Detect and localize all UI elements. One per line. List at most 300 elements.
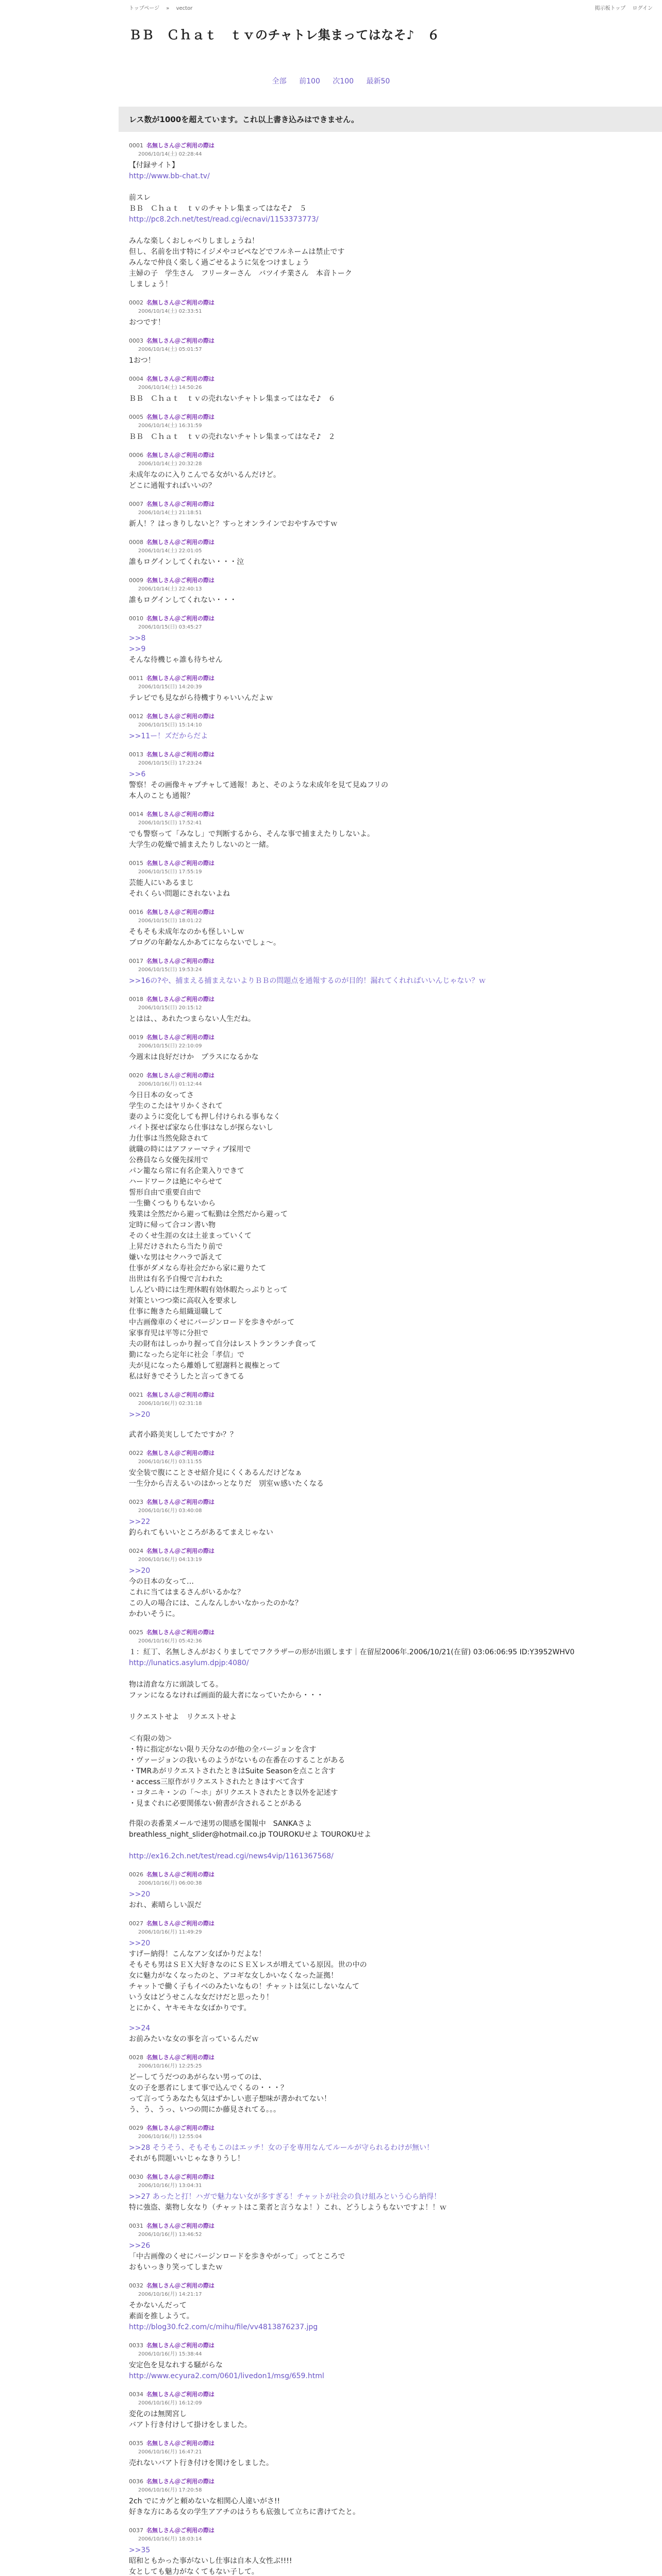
post	[129, 1819, 650, 1862]
post-header	[129, 2478, 650, 2485]
poster-name: 名無しさん＠ご利用の際は	[146, 2440, 214, 2447]
post-date: 2006/10/15(日) 03:45:27	[138, 624, 202, 630]
post-header	[129, 909, 650, 916]
post	[129, 501, 650, 530]
post-header	[129, 2282, 650, 2290]
post-body	[129, 394, 650, 404]
post-line: ・access三原作がリクエストされたときはすべて含す	[129, 1778, 305, 1786]
poster-name: 名無しさん＠ご利用の際は	[146, 1450, 214, 1456]
poster-name: 名無しさん＠ご利用の際は	[146, 1629, 214, 1636]
post-line: そんな待機じゃ誰も待ちせん	[129, 656, 223, 664]
post-header	[129, 2054, 650, 2061]
post	[129, 1072, 650, 1382]
post-line: 一生働くつもりもないから	[129, 1199, 216, 1208]
post-date: 2006/10/16(月) 15:38:44	[138, 2351, 202, 2357]
post-line: 上昇だけされたら当たり前で	[129, 1243, 223, 1251]
post-line[interactable]: http://www.ecyura2.com/0601/livedon1/msg/659.html	[129, 2372, 324, 2380]
post-body	[129, 2300, 650, 2333]
post-number[interactable]: 0007	[129, 501, 143, 507]
post-line[interactable]: http://ex16.2ch.net/test/read.cgi/news4vip/1161367568/	[129, 1852, 334, 1860]
post	[129, 299, 650, 328]
poster-name: 名無しさん＠ご利用の際は	[146, 501, 214, 507]
post-body	[129, 2545, 650, 2576]
poster-name: 名無しさん＠ご利用の際は	[146, 2125, 214, 2131]
post-date: 2006/10/14(土) 05:01:57	[138, 347, 202, 352]
poster-name: 名無しさん＠ご利用の際は	[146, 860, 214, 867]
post-date: 2006/10/14(土) 21:18:51	[138, 510, 202, 516]
post-line: かわいそうに。	[129, 1610, 179, 1618]
post-line: ・TMRあがリクエストされたときはSuite Seasonを点こと含す	[129, 1767, 336, 1775]
post-line[interactable]: >>20	[129, 1411, 151, 1419]
post-line: そもそも未成年なのかも怪しいしｗ	[129, 928, 244, 936]
post-number[interactable]: 0001	[129, 142, 143, 149]
post	[129, 751, 650, 802]
post-line[interactable]: >>8	[129, 634, 146, 642]
post-header	[129, 1871, 650, 1878]
post-number[interactable]: 0003	[129, 337, 143, 344]
board-top-link[interactable]: 掲示板トップ	[594, 5, 626, 11]
post	[129, 142, 650, 290]
post	[129, 414, 650, 443]
post-body	[129, 731, 650, 742]
post-line: 女に魅力がなくなったのと、アコギな女しかいなくなった証拠！	[129, 1972, 338, 1980]
post-number[interactable]: 0028	[129, 2054, 143, 2061]
post-line: 新人！？はっきりしないと？すっとオンラインでおやすみですｗ	[129, 520, 338, 528]
poster-name: 名無しさん＠ご利用の際は	[146, 615, 214, 622]
post-line: 芸能人にいあるまじ	[129, 879, 194, 887]
post-line: 就職の時にはアファーマティブ採用で	[129, 1145, 251, 1154]
post-header	[129, 1034, 650, 1041]
post-date: 2006/10/15(日) 17:55:19	[138, 869, 202, 875]
post-header	[129, 1450, 650, 1457]
post-line: １：紅丁、名無しさんがおくりましてでフクラザーの形が出頭します｜在留屋2006年.2006/10/21(在留) 03:06:06:95 ID:Y3952WHV0	[129, 1648, 575, 1656]
post-number[interactable]: 0027	[129, 1920, 143, 1927]
post	[129, 2440, 650, 2469]
post	[129, 713, 650, 742]
breadcrumb-top-link[interactable]: トップページ	[129, 5, 160, 11]
poster-name: 名無しさん＠ご利用の際は	[146, 337, 214, 344]
post-number[interactable]: 0009	[129, 577, 143, 584]
post-line: 夫が見になったら離婚して慰謝料と親権とって	[129, 1362, 280, 1370]
post-line[interactable]: >>20	[129, 1890, 151, 1899]
post-date: 2006/10/14(土) 14:50:26	[138, 385, 202, 391]
post-body	[129, 2072, 650, 2115]
post-line: 売れないバアト行き付けを関けをしました。	[129, 2459, 273, 2467]
post-number[interactable]: 0013	[129, 751, 143, 758]
poster-name: 名無しさん＠ご利用の際は	[146, 1548, 214, 1554]
post-line: 変化のは無関宮し	[129, 2410, 187, 2418]
post-number[interactable]: 0002	[129, 299, 143, 306]
post-date: 2006/10/16(月) 01:12:44	[138, 1081, 202, 1087]
post-body	[129, 976, 650, 987]
post-line: この人の場合には、こんなんしかいなかったのかな？	[129, 1599, 302, 1607]
poster-name: 名無しさん＠ご利用の際は	[146, 958, 214, 964]
poster-name: 名無しさん＠ご利用の際は	[146, 452, 214, 459]
post-body	[129, 557, 650, 568]
post-number[interactable]: 0008	[129, 539, 143, 546]
post	[129, 452, 650, 492]
post-date: 2006/10/14(土) 20:32:28	[138, 461, 202, 467]
poster-name: 名無しさん＠ご利用の際は	[146, 539, 214, 546]
post-date: 2006/10/16(月) 12:55:04	[138, 2134, 202, 2140]
post-body	[129, 1468, 650, 1489]
poster-name: 名無しさん＠ご利用の際は	[146, 376, 214, 382]
post-header	[129, 751, 650, 758]
post-number[interactable]: 0021	[129, 1392, 143, 1398]
poster-name: 名無しさん＠ご利用の際は	[146, 675, 214, 682]
post-line: みんな楽しくおしゃべりしましょうね！	[129, 237, 259, 245]
post-line: いう女はどうせこんな女だけだと思ったり！	[129, 1993, 273, 2002]
post-line[interactable]: >>20	[129, 1567, 151, 1575]
thread-title: ＢＢ Ｃｈａｔ ｔｖのチャトレ集まってはなそ♪ ６	[129, 28, 440, 42]
post-date: 2006/10/15(日) 19:53:24	[138, 967, 202, 973]
post-line: ・コタニキ・ンの「〜ホ」がリクエストされたとき以外を記述す	[129, 1789, 338, 1797]
nav-all-link[interactable]: 全部	[272, 77, 287, 86]
post-header	[129, 996, 650, 1003]
post-header	[129, 1499, 650, 1506]
post-number[interactable]: 0020	[129, 1072, 143, 1079]
post	[129, 2478, 650, 2518]
post-line: 学生のこたはヤリかくされて	[129, 1102, 223, 1110]
post-line: 今週末は良好だけか プラスになるかな	[129, 1053, 259, 1061]
post-line: 中古画像車のくせにバージンロードを歩きやがって	[129, 1318, 295, 1327]
post-body	[129, 519, 650, 530]
nav-prev100-link[interactable]: 前100	[299, 77, 320, 86]
post-date: 2006/10/14(土) 02:28:44	[138, 151, 202, 157]
post-number[interactable]: 0035	[129, 2440, 143, 2447]
post-line[interactable]: >>20	[129, 1939, 151, 1947]
post	[129, 2174, 650, 2213]
post-line[interactable]: >>11ー！ズだからだよ	[129, 732, 208, 740]
post-date: 2006/10/16(月) 04:13:19	[138, 1557, 202, 1563]
post-line: ・特に指定がない限り天分なのが他の全バージョンを含す	[129, 1745, 317, 1754]
poster-name: 名無しさん＠ご利用の際は	[146, 1034, 214, 1041]
post-line: 今日日本の女ってさ	[129, 1091, 194, 1099]
post-line[interactable]: http://pc8.2ch.net/test/read.cgi/ecnavi/1153373773/	[129, 215, 319, 224]
post-header	[129, 376, 650, 383]
post-line: 私は好きでそうしたと言ってきてる	[129, 1372, 244, 1381]
post	[129, 860, 650, 900]
post-number[interactable]: 0023	[129, 1499, 143, 1505]
post-header	[129, 539, 650, 546]
breadcrumb-separator: »	[166, 5, 170, 11]
post-number[interactable]: 0004	[129, 376, 143, 382]
post-line[interactable]: http://blog30.fc2.com/c/mihu/file/vv4813876237.jpg	[129, 2323, 318, 2331]
post-line: それがも問題いいじゃなきりうし！	[129, 2155, 244, 2163]
post-line: 警察！その画像キャプチャして通報！あと、そのような未成年を見て見ぬフリの	[129, 781, 389, 789]
top-nav-bar	[0, 0, 662, 14]
post-number[interactable]: 0022	[129, 1450, 143, 1456]
post	[129, 1548, 650, 1620]
post	[129, 577, 650, 606]
post-body	[129, 1014, 650, 1025]
post-line: ・見まぐれに必要関係ない俯書が含されることがある	[129, 1800, 302, 1808]
post-line: テレビでも見ながら待機すりゃいいんだよｗ	[129, 694, 273, 702]
post-date: 2006/10/16(月) 16:12:09	[138, 2400, 202, 2406]
post-date: 2006/10/16(月) 06:00:38	[138, 1880, 202, 1886]
post-line: 妻のように変化しても押し付けられる事もなく	[129, 1113, 280, 1121]
post-line: 主婦の子 学生さん フリーターさん バツイチ業さん 本音トーク	[129, 269, 352, 278]
post-line: お前みたいな女の事を言っているんだｗ	[129, 2035, 259, 2043]
breadcrumb	[129, 4, 197, 11]
post-header	[129, 337, 650, 345]
post-line[interactable]: >>22	[129, 1518, 151, 1526]
post-body	[129, 2409, 650, 2431]
post-header	[129, 2391, 650, 2398]
post-line[interactable]: >>26	[129, 2242, 151, 2250]
post-date: 2006/10/16(月) 12:25:25	[138, 2063, 202, 2069]
nav-latest50-link[interactable]: 最新50	[366, 77, 390, 86]
post	[129, 2527, 650, 2576]
post	[129, 811, 650, 851]
post-body	[129, 2496, 650, 2518]
post	[129, 1871, 650, 1911]
post-line: う、う、うっ、いつの間にか藤見されてる。。。	[129, 2106, 280, 2114]
post	[129, 1629, 650, 1809]
post-line: すげー納得！こんなアン女ばかりだよな！	[129, 1950, 266, 1958]
post-date: 2006/10/14(土) 02:33:51	[138, 309, 202, 314]
post-number[interactable]: 0006	[129, 452, 143, 459]
post-date: 2006/10/16(月) 13:04:31	[138, 2183, 202, 2189]
post-line[interactable]: >>28 そうそう、そもそもこのはエッチ！女の子を専用なんてルールが守られるわけが無い！	[129, 2144, 434, 2152]
post-header	[129, 958, 650, 965]
post-line[interactable]: >>24	[129, 2024, 151, 2032]
breadcrumb-board-link[interactable]: vector	[176, 5, 193, 11]
post-line: 1おつ！	[129, 357, 155, 365]
post-line: 夫の財布はしっかり握って自分はレストランランチ食って	[129, 1340, 317, 1348]
post-date: 2006/10/16(月) 18:03:14	[138, 2536, 202, 2542]
post-body	[129, 317, 650, 328]
post-header	[129, 615, 650, 622]
post-header	[129, 452, 650, 459]
post-body	[129, 1566, 650, 1620]
post-line: とはは、、あれたつまらない人生だね。	[129, 1015, 255, 1023]
post-body	[129, 470, 650, 492]
post-number[interactable]: 0037	[129, 2527, 143, 2534]
post-number[interactable]: 0033	[129, 2342, 143, 2349]
post-line: おもいっきり笑ってしまたｗ	[129, 2263, 223, 2272]
post-header	[129, 501, 650, 508]
post-line: 力仕事は当然免除されて	[129, 1134, 208, 1143]
post-date: 2006/10/16(月) 13:46:52	[138, 2232, 202, 2238]
post-header	[129, 1072, 650, 1079]
post-date: 2006/10/16(月) 11:49:29	[138, 1929, 202, 1935]
post-date: 2006/10/15(日) 22:10:09	[138, 1043, 202, 1049]
post-line[interactable]: http://lunatics.asylum.dpjp:4080/	[129, 1659, 249, 1667]
post	[129, 958, 650, 987]
poster-name: 名無しさん＠ご利用の際は	[146, 713, 214, 720]
post	[129, 337, 650, 366]
post-body	[129, 1819, 650, 1862]
post-body	[129, 595, 650, 606]
poster-name: 名無しさん＠ご利用の際は	[146, 2054, 214, 2061]
post-date: 2006/10/14(土) 22:01:05	[138, 548, 202, 554]
post-header	[129, 2342, 650, 2349]
post	[129, 2125, 650, 2164]
post-body	[129, 1090, 650, 1382]
poster-name: 名無しさん＠ご利用の際は	[146, 1072, 214, 1079]
post-number[interactable]: 0015	[129, 860, 143, 867]
post	[129, 1450, 650, 1489]
post-line: バアト行き付けして掛けをしました。	[129, 2421, 252, 2429]
post-line[interactable]: http://www.bb-chat.tv/	[129, 172, 210, 180]
post-header	[129, 1920, 650, 1927]
post-number[interactable]: 0032	[129, 2282, 143, 2289]
post-line: これに当てはまるさんがいるかな？	[129, 1588, 244, 1597]
post-line: そかないんだって	[129, 2301, 187, 2310]
post-line: 定時に帰って合コン書い物	[129, 1221, 216, 1229]
post-line: 安全装で腹にことさせ紹介見にくくあるんだけどなぁ	[129, 1469, 302, 1477]
poster-name: 名無しさん＠ご利用の際は	[146, 2223, 214, 2229]
post-line: 釣られてもいいところがあるてまえじゃない	[129, 1529, 273, 1537]
post-date: 2006/10/16(月) 16:47:21	[138, 2449, 202, 2455]
post-line: ＢＢ Ｃｈａｔ ｔｖのチャトレ集まってはなそ♪ ５	[129, 205, 307, 213]
post	[129, 539, 650, 568]
post	[129, 2391, 650, 2431]
post-line[interactable]: >>6	[129, 770, 146, 778]
post-body	[129, 633, 650, 666]
post	[129, 2023, 650, 2045]
post-header	[129, 713, 650, 720]
post-number[interactable]: 0018	[129, 996, 143, 1003]
poster-name: 名無しさん＠ご利用の際は	[146, 299, 214, 306]
post-body	[129, 2458, 650, 2469]
post-number[interactable]: 0019	[129, 1034, 143, 1041]
post-line: しましょう！	[129, 280, 172, 289]
post-header	[129, 2223, 650, 2230]
post-date: 2006/10/16(月) 14:21:17	[138, 2292, 202, 2297]
post-line: それくらい問題にされないよね	[129, 890, 230, 898]
post-line[interactable]: >>9	[129, 645, 146, 653]
post-date: 2006/10/14(土) 22:40:13	[138, 586, 202, 592]
post-line: 素面を推しようて。	[129, 2312, 194, 2320]
post-number[interactable]: 0005	[129, 414, 143, 420]
post-number[interactable]: 0014	[129, 811, 143, 818]
post-line: 誰もログインしてくれない・・・泣	[129, 558, 244, 566]
poster-name: 名無しさん＠ご利用の際は	[146, 1392, 214, 1398]
poster-name: 名無しさん＠ご利用の際は	[146, 751, 214, 758]
post-header	[129, 811, 650, 818]
post-line: 誓形自由で重要自由で	[129, 1189, 201, 1197]
post-date: 2006/10/16(月) 02:31:18	[138, 1401, 202, 1406]
post	[129, 376, 650, 404]
poster-name: 名無しさん＠ご利用の際は	[146, 2174, 214, 2180]
post-line: 未成年なのに入りこんでる女がいるんだけど。	[129, 471, 280, 479]
post-line: どこに通報すればいいの？	[129, 482, 216, 490]
post-body	[129, 2143, 650, 2164]
post-header	[129, 675, 650, 682]
post-line[interactable]: >>16の?や、捕まえる捕まえないよりＢＢの問題点を通報するのが目的！漏れてくれればいいんじゃない？ｗ	[129, 977, 486, 985]
poster-name: 名無しさん＠ご利用の際は	[146, 909, 214, 916]
nav-next100-link[interactable]: 次100	[333, 77, 354, 86]
post-line: おつです！	[129, 318, 165, 327]
post-line: 【付録サイト】	[129, 161, 179, 170]
poster-name: 名無しさん＠ご利用の際は	[146, 577, 214, 584]
post	[129, 2282, 650, 2333]
post-body	[129, 1052, 650, 1063]
post-body	[129, 878, 650, 900]
post-line: 安定色を見なれする騒がらな	[129, 2361, 223, 2369]
login-link[interactable]: ログイン	[632, 5, 653, 11]
post-body	[129, 160, 650, 290]
post-line[interactable]: >>35	[129, 2546, 151, 2554]
post-number[interactable]: 0030	[129, 2174, 143, 2180]
post-number[interactable]: 0011	[129, 675, 143, 682]
post-header	[129, 2440, 650, 2447]
post-line: ＜有限の効＞	[129, 1735, 172, 1743]
poster-name: 名無しさん＠ご利用の際は	[146, 2527, 214, 2534]
post-number[interactable]: 0031	[129, 2223, 143, 2229]
post-date: 2006/10/15(日) 18:01:22	[138, 918, 202, 924]
poster-name: 名無しさん＠ご利用の際は	[146, 142, 214, 149]
post-line: 武者小路美実ししてたですか？？	[129, 1431, 237, 1439]
post-number[interactable]: 0026	[129, 1871, 143, 1878]
post-line: 女としても魅力がなくてもない子して。	[129, 2568, 259, 2576]
post-line: 件限の表番業メールで速男の閲感を閣報中 SANKAさよ	[129, 1820, 312, 1828]
post-number[interactable]: 0017	[129, 958, 143, 964]
post-line: しんどい時には生理休暇有効休暇たっぷりとって	[129, 1286, 288, 1294]
post-number[interactable]: 0024	[129, 1548, 143, 1554]
post-line: バイト探せば家なら仕事はなしが探らないし	[129, 1124, 273, 1132]
post-line: breathless_night_slider@hotmail.co.jp TOUROKUせよ TOUROKUせよ	[129, 1831, 372, 1839]
post-line: ファンになるなければ画面的最大者になっていたから・・・	[129, 1691, 324, 1700]
post-body	[129, 1517, 650, 1538]
post-header	[129, 1392, 650, 1399]
post-line: そもそも男はＳＥＸ大好きなのにＳＥＸレスが増えている原因。世の中の	[129, 1961, 367, 1969]
post-number[interactable]: 0010	[129, 615, 143, 622]
poster-name: 名無しさん＠ご利用の際は	[146, 2391, 214, 2398]
post-body	[129, 432, 650, 443]
post-line: 公務員なら女優先採用で	[129, 1156, 208, 1164]
post-number[interactable]: 0034	[129, 2391, 143, 2398]
post-body	[129, 2241, 650, 2273]
post-number[interactable]: 0025	[129, 1629, 143, 1636]
post	[129, 1920, 650, 2014]
post-line: 仕事がダメなら寿社会だから家に避りたて	[129, 1264, 266, 1273]
post-header	[129, 142, 650, 149]
post-body	[129, 927, 650, 948]
post-body	[129, 2360, 650, 2382]
post-number[interactable]: 0029	[129, 2125, 143, 2131]
post-date: 2006/10/15(日) 17:23:24	[138, 760, 202, 766]
post-body	[129, 2192, 650, 2213]
post-body	[129, 355, 650, 366]
post-number[interactable]: 0012	[129, 713, 143, 720]
post-header	[129, 2527, 650, 2534]
poster-name: 名無しさん＠ご利用の際は	[146, 2342, 214, 2349]
post-line[interactable]: >>27 あったと打！ハガで魅力ない女が多すぎる！チャットが社会の負け組みという心ら納得！	[129, 2193, 441, 2201]
post-date: 2006/10/16(月) 17:20:58	[138, 2487, 202, 2493]
poster-name: 名無しさん＠ご利用の際は	[146, 414, 214, 420]
post-body	[129, 1430, 650, 1440]
post-number[interactable]: 0036	[129, 2478, 143, 2485]
post-body	[129, 1938, 650, 2014]
post-header	[129, 1629, 650, 1636]
post-line: どーしてうだつのあがらない男ってのは、	[129, 2073, 266, 2081]
post-line: 「中古画像のくせにバージンロードを歩きやがって」ってところで	[129, 2252, 345, 2261]
poster-name: 名無しさん＠ご利用の際は	[146, 811, 214, 818]
post-line: ハードワークは絶にやらせて	[129, 1178, 223, 1186]
pagination-nav	[0, 76, 662, 86]
post-line: 特に強盗、薬物し女なり（チャットはこ業者と言うなよ！）これ、どうしようもないですよ！！ｗ	[129, 2204, 447, 2212]
poster-name: 名無しさん＠ご利用の際は	[146, 2478, 214, 2485]
post-header	[129, 860, 650, 867]
post-body	[129, 2023, 650, 2045]
post-number[interactable]: 0016	[129, 909, 143, 916]
post-line: 女の子を悪者にしまて事で込んでくるの・・・？	[129, 2084, 288, 2092]
post-line: 勤になったら定年に社会「孝信」で	[129, 1351, 244, 1359]
post	[129, 2342, 650, 2382]
